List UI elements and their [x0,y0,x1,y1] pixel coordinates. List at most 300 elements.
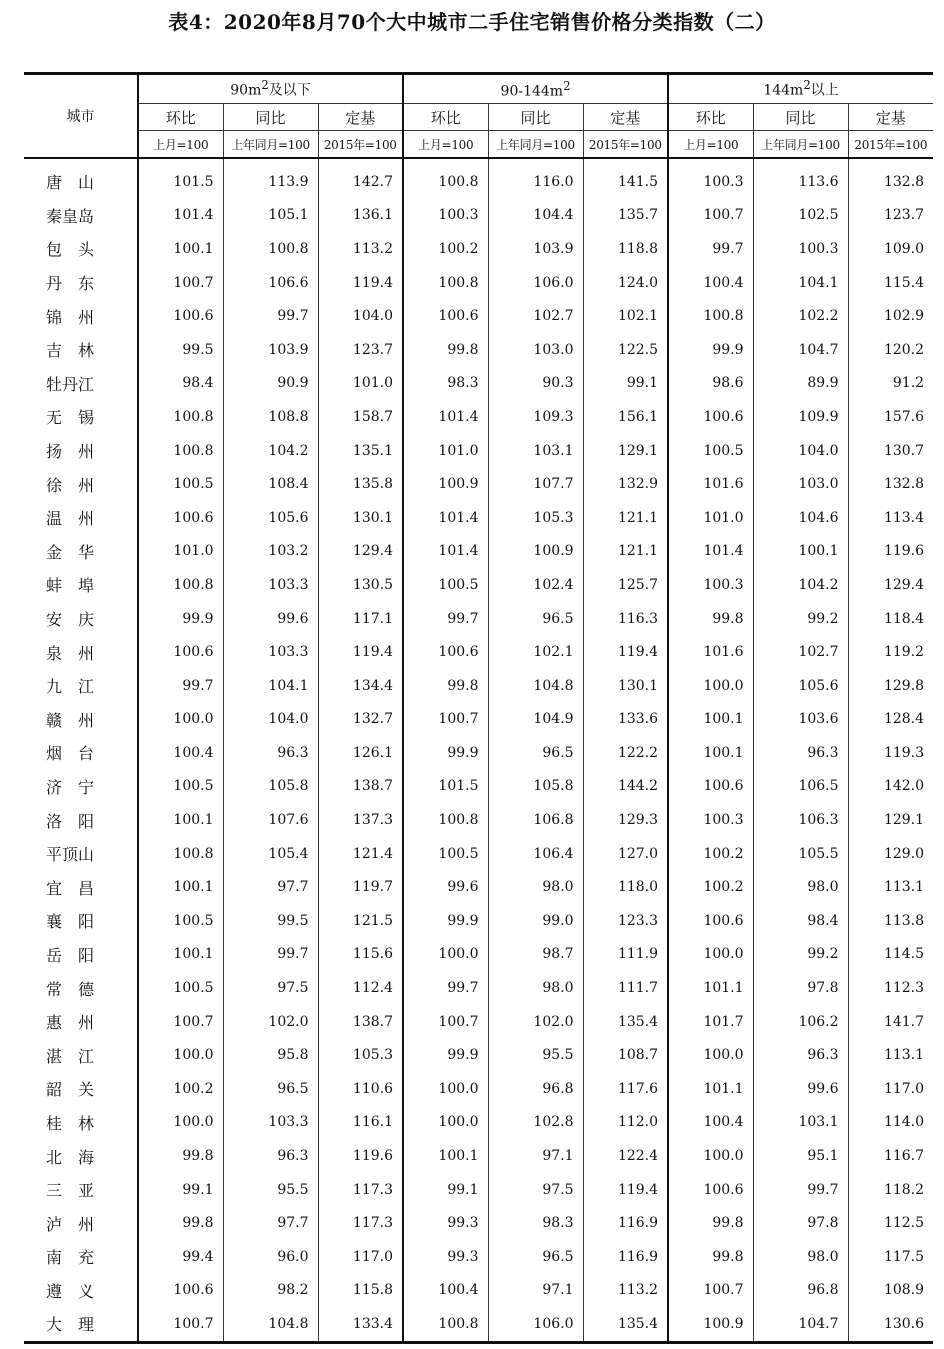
cell-small-mom: 99.1 [138,1173,223,1207]
city-name: 常 德 [46,979,95,999]
cell-medium-yoy: 96.5 [488,736,583,770]
cell-large-yoy: 99.2 [753,602,848,636]
cell-large-mom: 101.6 [668,467,753,501]
cell-medium-base: 141.5 [583,158,668,199]
cell-medium-mom: 100.1 [403,1139,488,1173]
cell-medium-yoy: 106.0 [488,266,583,300]
cell-medium-base: 113.2 [583,1274,668,1308]
cell-small-base: 136.1 [318,199,403,233]
cell-small-base: 121.5 [318,904,403,938]
cell-medium-base: 135.4 [583,1307,668,1342]
cell-large-mom: 99.9 [668,333,753,367]
cell-small-yoy: 96.3 [223,1139,318,1173]
cell-small-mom: 100.2 [138,1072,223,1106]
cell-medium-mom: 100.8 [403,266,488,300]
cell-medium-base: 119.4 [583,635,668,669]
table-row [24,1139,933,1173]
cell-medium-base: 122.2 [583,736,668,770]
table-row [24,1173,933,1207]
cell-medium-base: 130.1 [583,669,668,703]
price-index-table [24,72,933,1344]
cell-large-yoy: 95.1 [753,1139,848,1173]
cell-medium-mom: 99.7 [403,971,488,1005]
cell-medium-base: 99.1 [583,367,668,401]
cell-small-base: 138.7 [318,770,403,804]
cell-small-mom: 100.8 [138,568,223,602]
cell-small-yoy: 95.8 [223,1038,318,1072]
cell-large-yoy: 106.5 [753,770,848,804]
cell-small-yoy: 102.0 [223,1005,318,1039]
cell-small-base: 119.7 [318,870,403,904]
cell-large-yoy: 113.6 [753,158,848,199]
subcol-mom: 环比 [403,104,488,131]
cell-small-mom: 100.8 [138,837,223,871]
subcol-mom: 环比 [138,104,223,131]
cell-large-yoy: 103.1 [753,1106,848,1140]
table-row [24,158,933,199]
cell-small-mom: 100.6 [138,501,223,535]
cell-large-base: 129.4 [848,568,933,602]
cell-large-yoy: 99.7 [753,1173,848,1207]
cell-large-base: 128.4 [848,703,933,737]
cell-medium-yoy: 106.4 [488,837,583,871]
cell-large-mom: 99.8 [668,602,753,636]
city-name: 惠 州 [46,1013,95,1033]
table-row [24,904,933,938]
cell-small-yoy: 108.4 [223,467,318,501]
table-row [24,1072,933,1106]
cell-small-base: 130.5 [318,568,403,602]
city-name: 扬 州 [46,442,95,462]
cell-small-base: 135.8 [318,467,403,501]
table-title: 表4：2020年8月70个大中城市二手住宅销售价格分类指数（二） [168,10,776,34]
cell-medium-mom: 99.8 [403,669,488,703]
cell-medium-yoy: 90.3 [488,367,583,401]
cell-large-yoy: 96.3 [753,1038,848,1072]
table-row [24,770,933,804]
table-row [24,333,933,367]
cell-large-mom: 101.4 [668,535,753,569]
table-row [24,266,933,300]
cell-small-base: 134.4 [318,669,403,703]
table-row [24,199,933,233]
cell-small-mom: 100.5 [138,971,223,1005]
cell-medium-yoy: 102.1 [488,635,583,669]
cell-medium-base: 135.7 [583,199,668,233]
table-row [24,635,933,669]
cell-small-yoy: 100.8 [223,232,318,266]
cell-small-yoy: 96.3 [223,736,318,770]
base-mom: 上月=100 [138,131,223,159]
table-row [24,1005,933,1039]
city-name: 锦 州 [46,307,95,327]
cell-small-base: 138.7 [318,1005,403,1039]
cell-large-yoy: 97.8 [753,971,848,1005]
cell-medium-base: 112.0 [583,1106,668,1140]
cell-medium-yoy: 105.8 [488,770,583,804]
cell-small-yoy: 104.1 [223,669,318,703]
subcol-yoy: 同比 [488,104,583,131]
table-row [24,501,933,535]
cell-medium-base: 124.0 [583,266,668,300]
cell-medium-yoy: 100.9 [488,535,583,569]
cell-medium-yoy: 96.8 [488,1072,583,1106]
cell-small-mom: 100.1 [138,803,223,837]
cell-large-base: 132.8 [848,158,933,199]
cell-large-mom: 99.7 [668,232,753,266]
base-mom: 上月=100 [403,131,488,159]
cell-medium-yoy: 107.7 [488,467,583,501]
city-name: 三 亚 [46,1181,95,1201]
table-row [24,602,933,636]
table-row [24,1307,933,1342]
cell-large-base: 114.5 [848,938,933,972]
cell-medium-mom: 100.0 [403,1072,488,1106]
cell-large-yoy: 98.0 [753,1240,848,1274]
cell-large-mom: 100.1 [668,736,753,770]
cell-medium-mom: 100.7 [403,703,488,737]
cell-large-mom: 100.6 [668,400,753,434]
table-row [24,367,933,401]
cell-large-base: 129.1 [848,803,933,837]
cell-medium-yoy: 104.8 [488,669,583,703]
cell-medium-base: 118.8 [583,232,668,266]
cell-large-base: 157.6 [848,400,933,434]
cell-large-mom: 100.0 [668,1038,753,1072]
city-name: 泉 州 [46,643,95,663]
group-header-large: $144m^2$以上 [668,74,933,104]
cell-medium-base: 121.1 [583,535,668,569]
cell-medium-yoy: 105.3 [488,501,583,535]
cell-small-mom: 100.7 [138,1307,223,1342]
city-name: 安 庆 [46,610,95,630]
cell-large-mom: 100.2 [668,837,753,871]
cell-large-mom: 99.8 [668,1206,753,1240]
cell-small-yoy: 103.9 [223,333,318,367]
table-row [24,535,933,569]
cell-small-mom: 100.1 [138,870,223,904]
cell-large-mom: 101.0 [668,501,753,535]
cell-small-mom: 100.0 [138,703,223,737]
table-row [24,1106,933,1140]
table-row [24,1240,933,1274]
cell-small-yoy: 113.9 [223,158,318,199]
cell-small-base: 105.3 [318,1038,403,1072]
cell-medium-yoy: 98.0 [488,971,583,1005]
cell-small-mom: 100.1 [138,232,223,266]
cell-large-base: 129.8 [848,669,933,703]
cell-small-base: 158.7 [318,400,403,434]
cell-medium-base: 121.1 [583,501,668,535]
cell-large-yoy: 96.8 [753,1274,848,1308]
cell-medium-mom: 99.9 [403,1038,488,1072]
cell-medium-mom: 100.5 [403,568,488,602]
cell-large-mom: 100.3 [668,158,753,199]
base-mom: 上月=100 [668,131,753,159]
cell-large-mom: 98.6 [668,367,753,401]
table-row [24,1038,933,1072]
cell-small-base: 142.7 [318,158,403,199]
group-header-small: $90m^2$及以下 [138,74,403,104]
cell-large-yoy: 106.2 [753,1005,848,1039]
table-row [24,703,933,737]
sub-column-header-row [24,104,933,131]
cell-large-mom: 100.3 [668,568,753,602]
cell-large-base: 119.2 [848,635,933,669]
cell-large-base: 118.2 [848,1173,933,1207]
cell-medium-base: 111.7 [583,971,668,1005]
cell-large-base: 132.8 [848,467,933,501]
cell-medium-base: 127.0 [583,837,668,871]
city-name: 秦皇岛 [46,206,95,226]
cell-large-mom: 100.7 [668,1274,753,1308]
cell-small-yoy: 103.3 [223,1106,318,1140]
cell-medium-mom: 100.2 [403,232,488,266]
cell-small-base: 116.1 [318,1106,403,1140]
cell-large-yoy: 100.1 [753,535,848,569]
city-name: 九 江 [46,677,95,697]
cell-small-yoy: 97.7 [223,870,318,904]
cell-large-mom: 100.8 [668,299,753,333]
table-row [24,736,933,770]
cell-medium-mom: 101.4 [403,535,488,569]
cell-large-yoy: 98.4 [753,904,848,938]
cell-medium-yoy: 102.8 [488,1106,583,1140]
city-name: 赣 州 [46,710,95,730]
cell-large-base: 130.6 [848,1307,933,1342]
base-yoy: 上年同月=100 [223,131,318,159]
cell-large-mom: 100.7 [668,199,753,233]
cell-small-yoy: 99.5 [223,904,318,938]
cell-medium-yoy: 109.3 [488,400,583,434]
cell-medium-base: 132.9 [583,467,668,501]
cell-small-yoy: 97.5 [223,971,318,1005]
cell-medium-yoy: 116.0 [488,158,583,199]
city-name: 湛 江 [46,1046,95,1066]
cell-large-base: 112.5 [848,1206,933,1240]
cell-large-yoy: 104.0 [753,434,848,468]
cell-large-yoy: 104.7 [753,1307,848,1342]
city-name: 唐 山 [46,173,95,193]
cell-medium-mom: 100.5 [403,837,488,871]
subcol-yoy: 同比 [223,104,318,131]
cell-small-mom: 99.4 [138,1240,223,1274]
cell-small-mom: 98.4 [138,367,223,401]
cell-large-mom: 100.0 [668,669,753,703]
cell-small-base: 117.3 [318,1206,403,1240]
city-name: 烟 台 [46,744,95,764]
cell-medium-base: 118.0 [583,870,668,904]
cell-small-yoy: 96.5 [223,1072,318,1106]
cell-large-mom: 101.1 [668,1072,753,1106]
cell-large-yoy: 104.2 [753,568,848,602]
cell-small-base: 117.1 [318,602,403,636]
cell-large-base: 116.7 [848,1139,933,1173]
cell-small-yoy: 105.6 [223,501,318,535]
cell-small-yoy: 98.2 [223,1274,318,1308]
cell-medium-mom: 101.5 [403,770,488,804]
table-row [24,1274,933,1308]
city-name: 济 宁 [46,777,95,797]
cell-medium-mom: 100.8 [403,803,488,837]
cell-medium-mom: 100.0 [403,1106,488,1140]
cell-medium-base: 123.3 [583,904,668,938]
city-name: 泸 州 [46,1214,95,1234]
cell-medium-yoy: 97.5 [488,1173,583,1207]
cell-small-base: 135.1 [318,434,403,468]
cell-small-yoy: 105.1 [223,199,318,233]
cell-medium-mom: 100.3 [403,199,488,233]
cell-small-mom: 99.7 [138,669,223,703]
cell-small-base: 132.7 [318,703,403,737]
cell-medium-yoy: 104.4 [488,199,583,233]
cell-medium-mom: 98.3 [403,367,488,401]
table-row [24,434,933,468]
cell-medium-yoy: 103.1 [488,434,583,468]
cell-large-mom: 100.0 [668,938,753,972]
cell-large-base: 120.2 [848,333,933,367]
city-name: 北 海 [46,1147,95,1167]
cell-small-mom: 100.8 [138,400,223,434]
cell-medium-base: 116.9 [583,1206,668,1240]
cell-small-base: 115.8 [318,1274,403,1308]
cell-medium-mom: 101.4 [403,501,488,535]
cell-large-yoy: 98.0 [753,870,848,904]
city-name: 丹 东 [46,274,95,294]
cell-large-base: 114.0 [848,1106,933,1140]
cell-medium-mom: 100.8 [403,158,488,199]
cell-large-mom: 100.4 [668,266,753,300]
cell-medium-yoy: 99.0 [488,904,583,938]
cell-large-base: 109.0 [848,232,933,266]
cell-large-base: 113.1 [848,1038,933,1072]
cell-large-yoy: 106.3 [753,803,848,837]
cell-medium-mom: 99.7 [403,602,488,636]
cell-medium-mom: 101.4 [403,400,488,434]
cell-large-base: 108.9 [848,1274,933,1308]
cell-large-yoy: 100.3 [753,232,848,266]
cell-large-mom: 100.9 [668,1307,753,1342]
cell-small-base: 119.6 [318,1139,403,1173]
cell-medium-mom: 100.9 [403,467,488,501]
cell-small-base: 126.1 [318,736,403,770]
city-name: 牡丹江 [46,374,95,394]
cell-large-yoy: 97.8 [753,1206,848,1240]
city-name: 蚌 埠 [46,576,95,596]
cell-small-yoy: 105.8 [223,770,318,804]
table-row [24,837,933,871]
cell-large-mom: 101.6 [668,635,753,669]
city-name: 襄 阳 [46,912,95,932]
group-header-medium: $90-144m^2$ [403,74,668,104]
city-name: 温 州 [46,509,95,529]
cell-large-base: 141.7 [848,1005,933,1039]
cell-small-base: 110.6 [318,1072,403,1106]
cell-medium-base: 122.4 [583,1139,668,1173]
city-name: 遵 义 [46,1281,95,1301]
cell-medium-base: 135.4 [583,1005,668,1039]
table-row [24,232,933,266]
table-row [24,971,933,1005]
cell-large-base: 142.0 [848,770,933,804]
cell-medium-base: 102.1 [583,299,668,333]
city-name: 洛 阳 [46,811,95,831]
cell-small-mom: 100.0 [138,1038,223,1072]
base-2015: 2015年=100 [848,131,933,159]
cell-small-yoy: 103.3 [223,568,318,602]
cell-medium-mom: 99.3 [403,1240,488,1274]
cell-large-mom: 100.6 [668,770,753,804]
cell-large-base: 117.5 [848,1240,933,1274]
cell-medium-base: 108.7 [583,1038,668,1072]
cell-small-yoy: 105.4 [223,837,318,871]
table-row [24,938,933,972]
cell-large-mom: 100.0 [668,1139,753,1173]
table-row [24,568,933,602]
cell-small-base: 133.4 [318,1307,403,1342]
city-name: 平顶山 [46,845,95,865]
cell-large-mom: 101.7 [668,1005,753,1039]
cell-medium-mom: 99.6 [403,870,488,904]
cell-small-base: 101.0 [318,367,403,401]
cell-medium-mom: 99.9 [403,904,488,938]
subcol-base: 定基 [318,104,403,131]
cell-small-base: 121.4 [318,837,403,871]
base-header-row [24,131,933,159]
subcol-mom: 环比 [668,104,753,131]
cell-medium-mom: 100.8 [403,1307,488,1342]
cell-small-mom: 99.8 [138,1206,223,1240]
subcol-base: 定基 [848,104,933,131]
cell-small-base: 113.2 [318,232,403,266]
cell-small-base: 130.1 [318,501,403,535]
cell-medium-yoy: 97.1 [488,1274,583,1308]
cell-small-base: 119.4 [318,635,403,669]
cell-large-yoy: 102.7 [753,635,848,669]
cell-medium-yoy: 104.9 [488,703,583,737]
cell-small-mom: 100.1 [138,938,223,972]
cell-large-base: 130.7 [848,434,933,468]
cell-small-mom: 100.8 [138,434,223,468]
cell-small-base: 137.3 [318,803,403,837]
cell-small-yoy: 95.5 [223,1173,318,1207]
cell-small-yoy: 97.7 [223,1206,318,1240]
cell-large-yoy: 104.6 [753,501,848,535]
cell-large-base: 119.6 [848,535,933,569]
cell-medium-yoy: 102.4 [488,568,583,602]
cell-large-mom: 100.6 [668,1173,753,1207]
cell-large-yoy: 99.2 [753,938,848,972]
cell-large-base: 115.4 [848,266,933,300]
cell-large-mom: 99.8 [668,1240,753,1274]
cell-medium-yoy: 102.7 [488,299,583,333]
cell-small-mom: 100.0 [138,1106,223,1140]
cell-large-yoy: 105.5 [753,837,848,871]
cell-small-base: 119.4 [318,266,403,300]
table-row [24,1206,933,1240]
cell-large-base: 112.3 [848,971,933,1005]
cell-medium-base: 144.2 [583,770,668,804]
cell-medium-base: 117.6 [583,1072,668,1106]
city-name: 岳 阳 [46,945,95,965]
table-row [24,803,933,837]
cell-small-yoy: 103.3 [223,635,318,669]
cell-large-yoy: 102.2 [753,299,848,333]
cell-medium-yoy: 98.0 [488,870,583,904]
cell-small-yoy: 107.6 [223,803,318,837]
city-name: 大 理 [46,1315,95,1335]
cell-large-base: 117.0 [848,1072,933,1106]
